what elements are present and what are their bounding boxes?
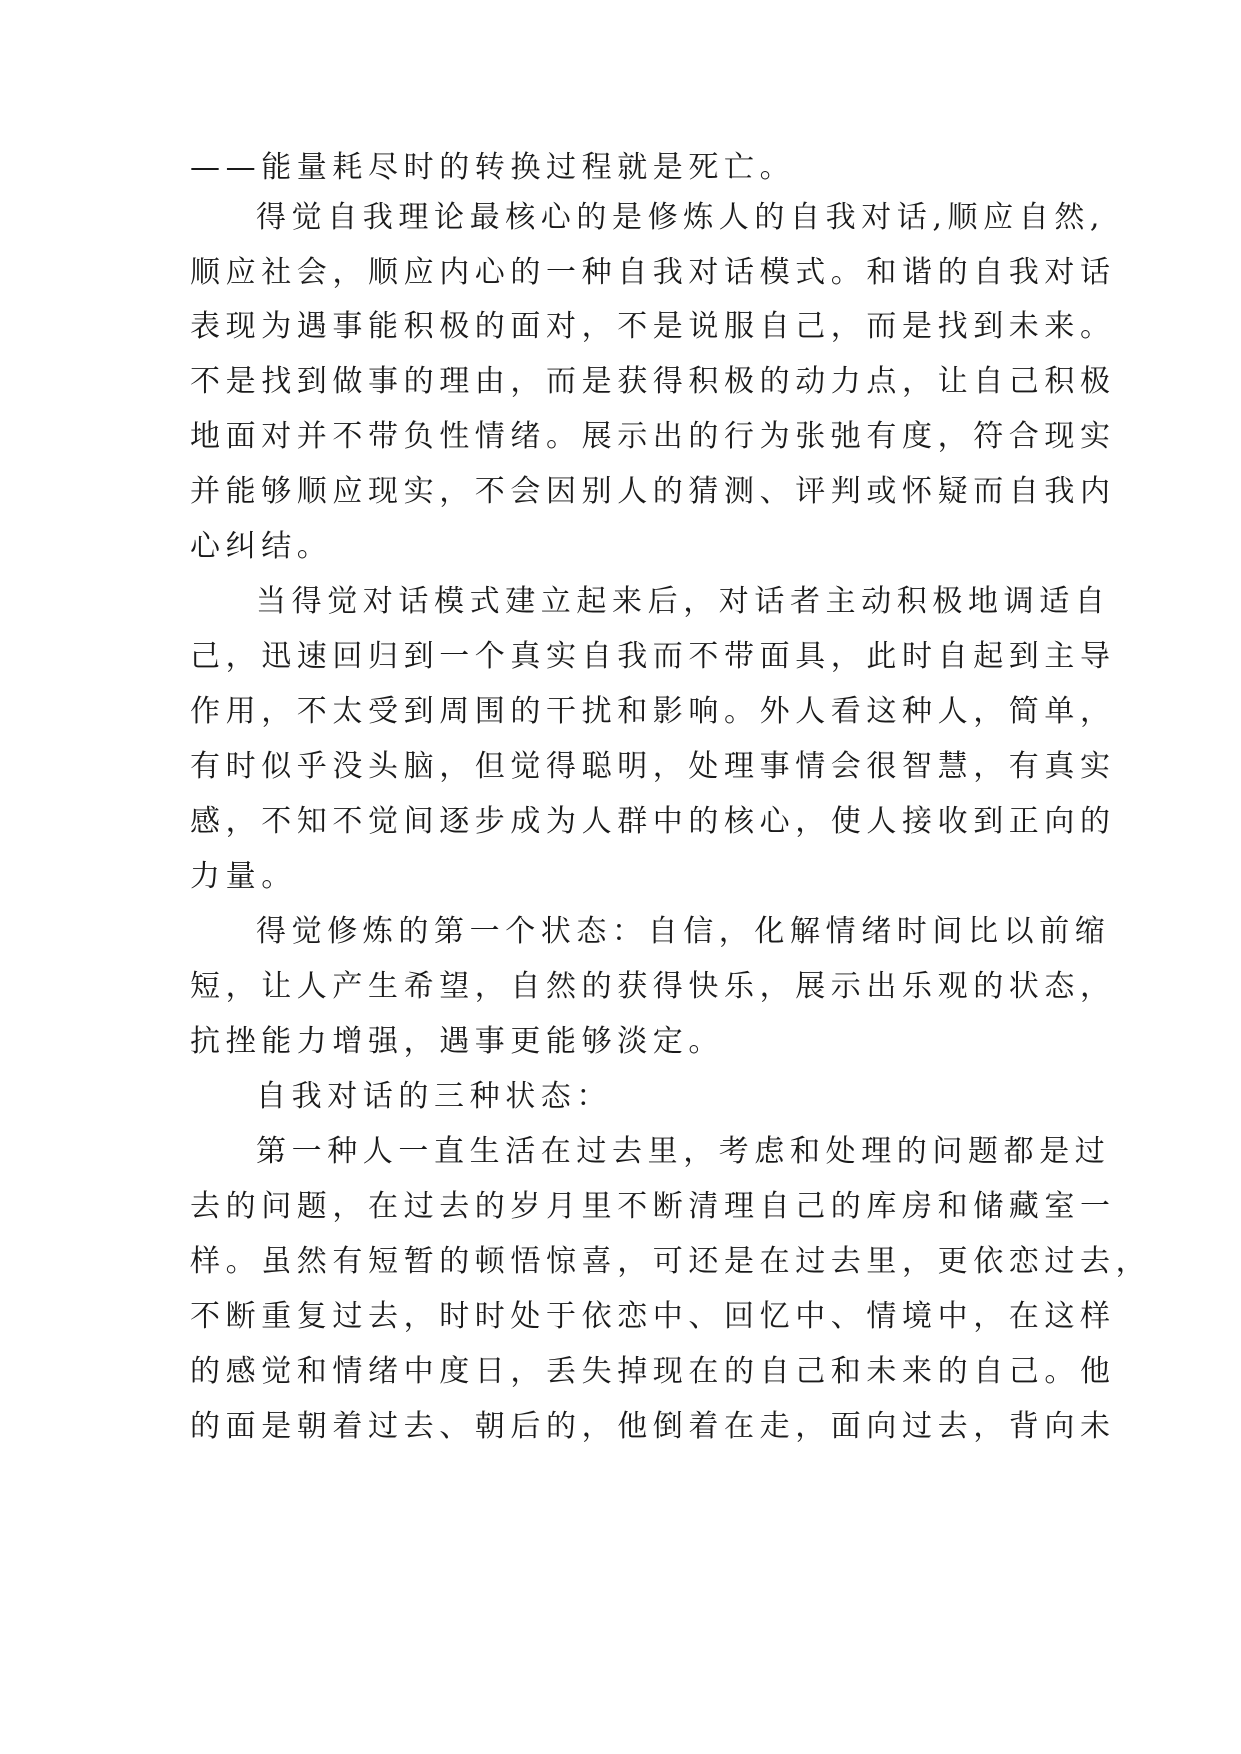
text-line: ——能量耗尽时的转换过程就是死亡。 — [190, 150, 796, 185]
text-line: 表现为遇事能积极的面对，不是说服自己，而是找到未来。 — [190, 309, 1116, 344]
text-line: 不断重复过去，时时处于依恋中、回忆中、情境中，在这样 — [190, 1299, 1116, 1334]
text-line: 心纠结。 — [190, 529, 333, 564]
text-line: 己，迅速回归到一个真实自我而不带面具，此时自起到主导 — [190, 639, 1116, 674]
text-line: 得觉修炼的第一个状态：自信，化解情绪时间比以前缩 — [256, 914, 1111, 949]
text-line: 地面对并不带负性情绪。展示出的行为张弛有度，符合现实 — [190, 419, 1116, 454]
text-line: 有时似乎没头脑，但觉得聪明，处理事情会很智慧，有真实 — [190, 749, 1116, 784]
text-line: 短，让人产生希望，自然的获得快乐，展示出乐观的状态， — [190, 969, 1116, 1004]
text-line: 第一种人一直生活在过去里，考虑和处理的问题都是过 — [256, 1134, 1111, 1169]
text-line: 去的问题，在过去的岁月里不断清理自己的库房和储藏室一 — [190, 1189, 1116, 1224]
text-line: 力量。 — [190, 859, 297, 894]
text-line: 当得觉对话模式建立起来后，对话者主动积极地调适自 — [256, 584, 1111, 619]
text-line: 的感觉和情绪中度日，丢失掉现在的自己和未来的自己。他 — [190, 1354, 1116, 1389]
text-line: 样。虽然有短暂的顿悟惊喜，可还是在过去里，更依恋过去， — [190, 1244, 1152, 1279]
text-line: 顺应社会，顺应内心的一种自我对话模式。和谐的自我对话 — [190, 255, 1116, 290]
text-line: 的面是朝着过去、朝后的，他倒着在走，面向过去，背向未 — [190, 1409, 1116, 1444]
text-line: 感，不知不觉间逐步成为人群中的核心，使人接收到正向的 — [190, 804, 1116, 839]
text-line: 得觉自我理论最核心的是修炼人的自我对话,顺应自然, — [256, 200, 1106, 235]
text-line: 不是找到做事的理由，而是获得积极的动力点，让自己积极 — [190, 364, 1116, 399]
text-line: 自我对话的三种状态： — [256, 1079, 612, 1114]
text-line: 并能够顺应现实，不会因别人的猜测、评判或怀疑而自我内 — [190, 474, 1116, 509]
text-line: 作用，不太受到周围的干扰和影响。外人看这种人，简单， — [190, 694, 1116, 729]
text-line: 抗挫能力增强，遇事更能够淡定。 — [190, 1024, 724, 1059]
